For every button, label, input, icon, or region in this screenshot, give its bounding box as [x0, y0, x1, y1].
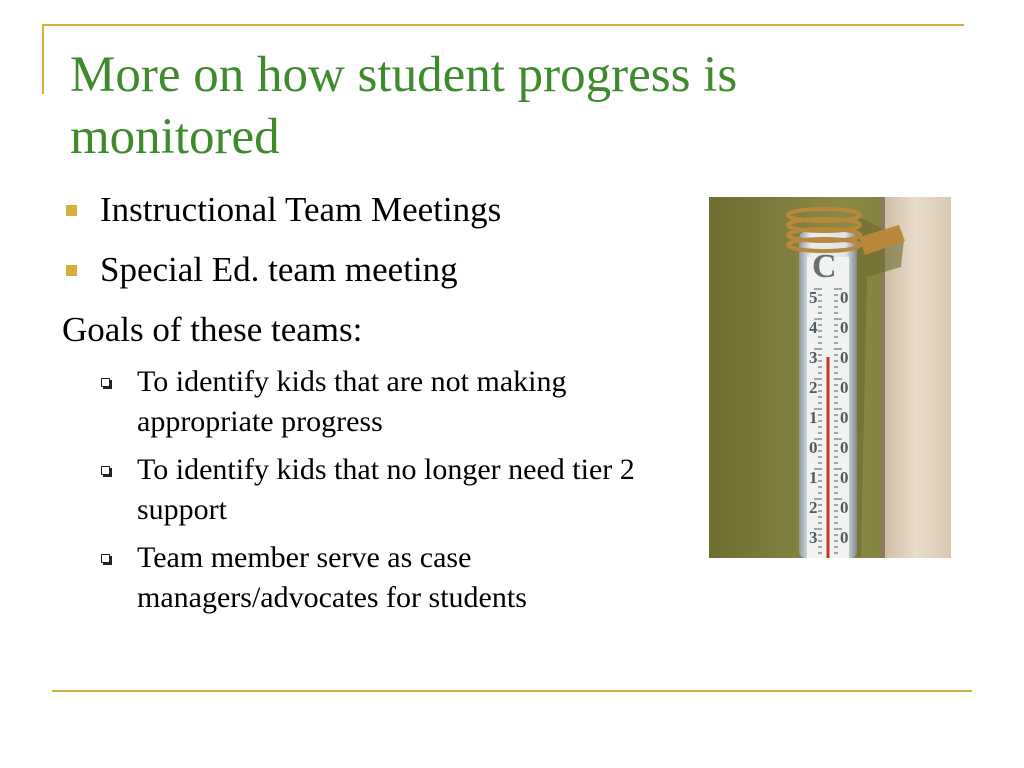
frame-left-rule	[42, 24, 44, 94]
scale-number: 0	[840, 468, 849, 487]
bullet-text: Instructional Team Meetings	[100, 190, 502, 229]
sub-bullet-text: To identify kids that are not making appropriate progress	[137, 365, 567, 438]
thermometer-photo	[709, 197, 951, 558]
scale-number: 2	[809, 378, 818, 397]
scale-number: 3	[809, 528, 818, 547]
scale-unit-label: C	[812, 248, 837, 285]
sub-bullet-item	[62, 362, 667, 442]
scale-number: 5	[809, 288, 818, 307]
sub-bullet-text: To identify kids that no longer need tier 2 support	[137, 453, 635, 526]
scale-number: 0	[840, 528, 849, 547]
scale-number: 0	[840, 408, 849, 427]
scale-number: 1	[809, 408, 818, 427]
scale-number: 0	[809, 438, 818, 457]
square-bullet-icon	[66, 205, 77, 216]
sub-bullet-item	[62, 450, 667, 530]
scale-number: 2	[809, 498, 818, 517]
checkbox-bullet-icon	[101, 466, 110, 475]
scale-number: 0	[840, 378, 849, 397]
frame-top-rule	[42, 24, 964, 26]
scale-number: 0	[840, 318, 849, 337]
scale-number: 1	[809, 468, 818, 487]
scale-number: 0	[840, 288, 849, 307]
slide-title: More on how student progress is monitored	[70, 47, 738, 165]
checkbox-bullet-icon	[101, 378, 110, 387]
frame-bottom-rule	[52, 690, 972, 692]
slide-body	[62, 190, 692, 626]
bullet-item	[62, 190, 692, 230]
goals-heading: Goals of these teams:	[62, 310, 363, 349]
checkbox-bullet-icon	[101, 554, 110, 563]
square-bullet-icon	[66, 265, 77, 276]
scale-number: 3	[809, 348, 818, 367]
scale-number: 0	[840, 438, 849, 457]
bullet-item	[62, 250, 692, 290]
sub-bullet-text: Team member serve as case managers/advocates for students	[137, 541, 527, 614]
bullet-text: Special Ed. team meeting	[100, 250, 458, 289]
scale-number: 0	[840, 348, 849, 367]
thermometer-illustration	[709, 197, 951, 558]
scale-number: 4	[809, 318, 818, 337]
sub-bullet-item	[62, 538, 667, 618]
scale-number: 0	[840, 498, 849, 517]
